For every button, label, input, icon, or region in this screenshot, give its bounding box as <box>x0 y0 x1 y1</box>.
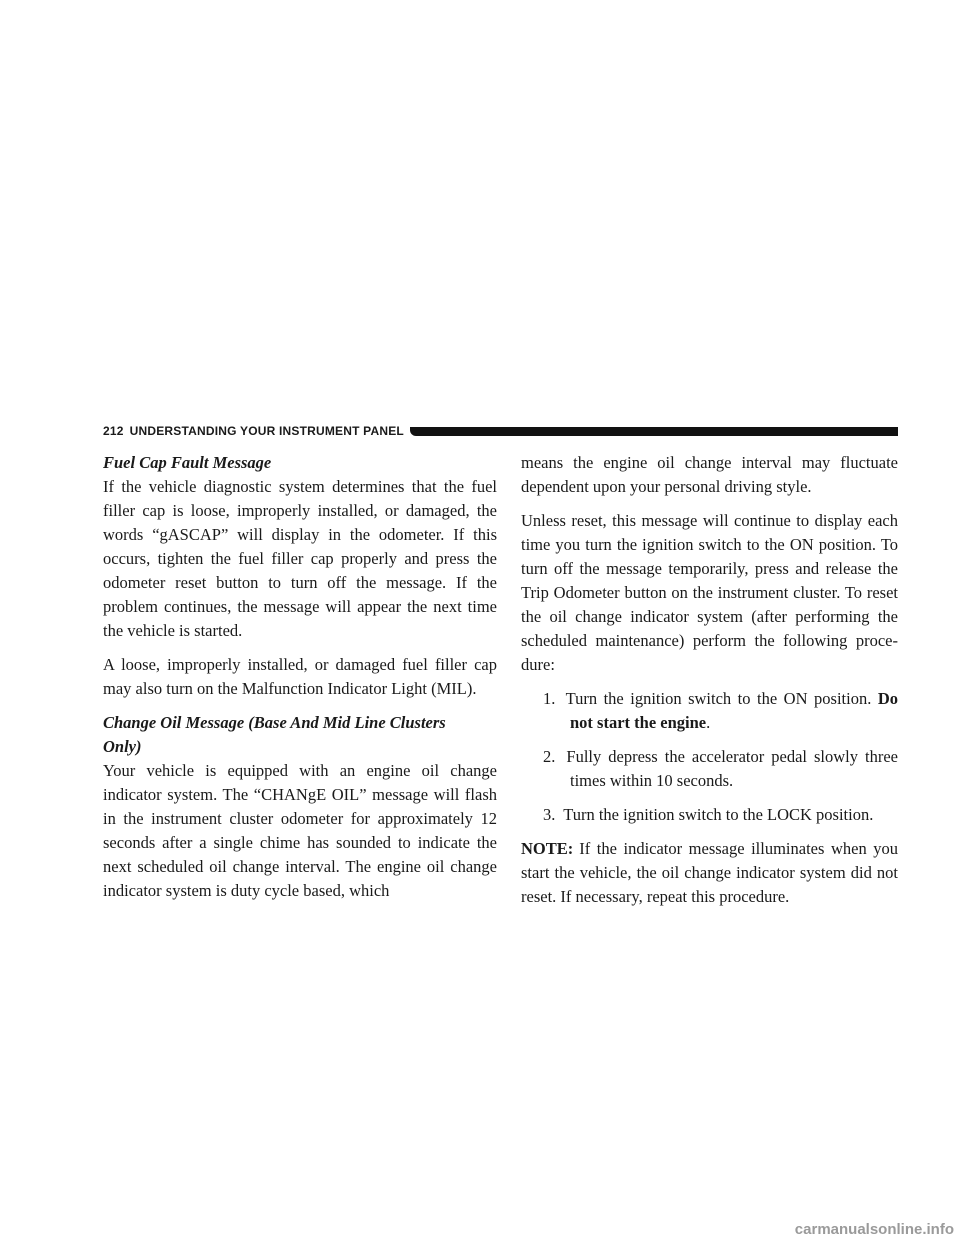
step-text: Fully depress the accelerator pedal slowly three times within 10 seconds. <box>566 747 898 790</box>
watermark: carmanualsonline.info <box>794 1221 954 1238</box>
change-oil-paragraph: Your vehicle is equipped with an engine oil change indicator system. The “CHANgE OIL” message will flash in the instrument cluster odometer for approximately 12 seconds after a single chime has sounded to indicate the next scheduled oil change interval. The engine oil change indicator system is duty cycle based, which <box>103 761 497 900</box>
left-column <box>103 451 497 913</box>
header-rule <box>410 427 898 436</box>
fuel-cap-mil-paragraph: A loose, improperly installed, or damaged fuel filler cap may also turn on the Malfunction Indicator Light (MIL). <box>103 655 497 698</box>
note-paragraph <box>521 837 898 909</box>
fuel-cap-paragraph: If the vehicle diagnostic system determines that the fuel filler cap is loose, improperly installed, or damaged, the words “gASCAP” will display in the odometer. If this occurs, tighten the fuel filler cap properly and press the odometer reset button to turn off the message. If the problem continues, the message will appear the next time the vehicle is started. <box>103 477 497 640</box>
note-label: NOTE: <box>521 839 574 858</box>
step-number: 2. <box>543 747 556 766</box>
step-text: Turn the ignition switch to the LOCK position. <box>563 805 874 824</box>
change-oil-heading <box>103 711 497 759</box>
step-emphasis: Do not start the engine <box>570 689 899 732</box>
unless-reset-paragraph: Unless reset, this message will continue to display each time you turn the ignition switch to the ON position. To turn off the message temporarily, press and release the Trip Odometer button on the instrument cluster. To reset the oil change indicator system (after performing the scheduled maintenance) perform the following proce-dure: <box>521 511 898 674</box>
step-1 <box>521 687 898 735</box>
page-number: 212 <box>103 424 124 438</box>
note-text: If the indicator message illuminates when you start the vehicle, the oil change indicator system did not reset. If necessary, repeat this procedure. <box>521 839 898 906</box>
change-oil-heading-line1: Change Oil Message (Base And Mid Line Clusters <box>103 713 446 732</box>
step-3 <box>521 803 898 827</box>
page-header <box>103 421 898 441</box>
step-text: Turn the ignition switch to the ON position. <box>565 689 872 708</box>
step-tail: . <box>706 713 711 732</box>
section-title: UNDERSTANDING YOUR INSTRUMENT PANEL <box>129 424 404 438</box>
change-oil-heading-line2: Only) <box>103 737 142 756</box>
oil-interval-paragraph: means the engine oil change interval may fluctuate dependent upon your personal driving style. <box>521 453 898 496</box>
step-number: 1. <box>543 689 556 708</box>
right-column <box>521 451 898 919</box>
step-number: 3. <box>543 805 556 824</box>
step-2 <box>521 745 898 793</box>
fuel-cap-heading: Fuel Cap Fault Message <box>103 453 272 472</box>
